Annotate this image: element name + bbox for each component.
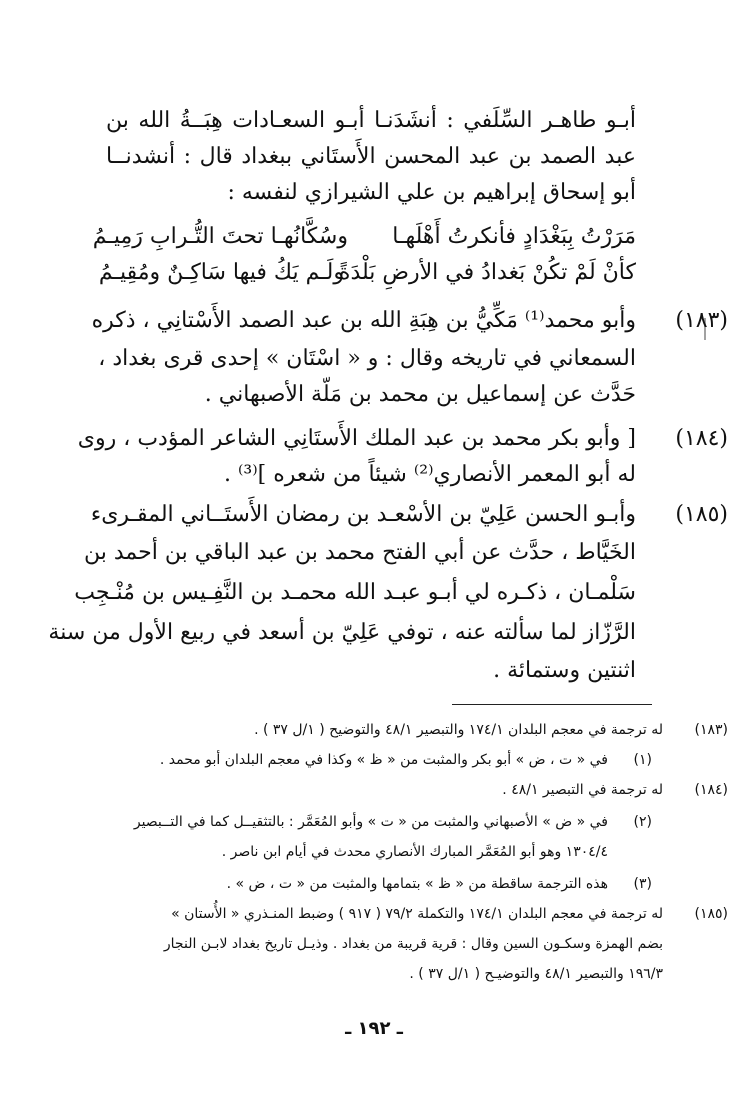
footnote-185-text-line-1: له ترجمة في معجم البلدان ١٧٤/١ والتكملة ٧٩/٢ ( ٩١٧ ) وضبط المنـذري « الأُستان » xyxy=(171,906,663,922)
entry-184-line-1: [ وأبو بكر محمد بن عبد الملك الأَستَانِي الشاعر المؤدب ، روى xyxy=(77,426,636,451)
entry-183-number: (١٨٣) xyxy=(675,308,728,333)
footnote-183-marker: (١٨٣) xyxy=(694,722,728,738)
footnote-2-text-line-2: ١٣٠٤/٤ وهو أبو المُعَمَّر المبارك الأنصاري محدث في أيام ابن ناصر . xyxy=(221,844,608,860)
verse-1-first-hemistich: مَرَرْتُ بِبَغْدَادٍ فأنكرتُ أَهْلَهـا xyxy=(392,224,636,249)
entry-185-line-4: الرَّزّاز لما سألته عنه ، توفي عَلِيّ بن أسعد في ربيع الأول من سنة xyxy=(48,620,636,645)
footnote-185-text-line-2: بضم الهمزة وسكـون السين وقال : قرية قريبة من بغداد . وذيـل تاريخ بغداد لابـن النجار xyxy=(163,936,663,952)
footnote-1-text: في « ت ، ض » أبو بكر والمثبت من « ظ » وكذا في معجم البلدان أبو محمد . xyxy=(159,752,608,768)
footnote-185-marker: (١٨٥) xyxy=(694,906,728,922)
verse-2-first-hemistich: كأنْ لَمْ تكُنْ بَغدادُ في الأرضِ بَلْدَةً xyxy=(338,260,636,285)
verse-1-second-hemistich: وسُكَّانُهـا تحتَ التُّـرابِ رَمِيـمُ xyxy=(92,224,348,249)
intro-line-1: أبـو طاهـر السِّلَفي : أنشَدَنـا أبـو السعـادات هِبَــةُ الله بن xyxy=(106,108,636,133)
intro-line-3: أبو إسحاق إبراهيم بن علي الشيرازي لنفسه : xyxy=(227,180,636,205)
entry-184-line-2: له أبو المعمر الأنصاري⁽²⁾ شيئاً من شعره ]⁽³⁾ . xyxy=(224,462,636,487)
footnote-2-marker: (٢) xyxy=(633,814,652,830)
footnote-1-marker: (١) xyxy=(633,752,652,768)
page-number: ـ ١٩٢ ـ xyxy=(345,1018,403,1039)
intro-line-2: عبد الصمد بن عبد المحسن الأَستَاني ببغداد قال : أنشدنــا xyxy=(106,144,636,169)
footnote-3-marker: (٣) xyxy=(633,876,652,892)
verse-2-second-hemistich: ولَـم يَكُ فيها سَاكِـنٌ ومُقِيـمُ xyxy=(98,260,344,285)
entry-184-number: (١٨٤) xyxy=(675,426,728,451)
entry-185-line-3: سَلْمـان ، ذكـره لي أبـو عبـد الله محمـد بن النَّفِـيس بن مُنْـجِب xyxy=(74,580,636,605)
footnote-185-text-line-3: ١٩٦/٣ والتبصير ٤٨/١ والتوضيـح ( ١/ل ٣٧ ) . xyxy=(409,966,663,982)
footnote-184-marker: (١٨٤) xyxy=(694,782,728,798)
entry-185-number: (١٨٥) xyxy=(675,502,728,527)
footnote-2-text-line-1: في « ض » الأصبهاني والمثبت من « ت » وأبو المُعَمَّر : بالتثقيــل كما في التــبصير xyxy=(133,814,608,830)
entry-183-line-1: وأبو محمد⁽¹⁾ مَكِّيُّ بن هِبَةِ الله بن عبد الصمد الأَسْتانِي ، ذكره xyxy=(91,308,636,333)
footnote-separator xyxy=(452,704,652,705)
footnote-3-text: هذه الترجمة ساقطة من « ظ » بتمامها والمثبت من « ت ، ض » . xyxy=(226,876,608,892)
entry-185-line-5: اثنتين وستمائة . xyxy=(493,658,636,683)
footnote-184-text: له ترجمة في التبصير ٤٨/١ . xyxy=(502,782,663,798)
entry-183-line-2: السمعاني في تاريخه وقال : و « اسْتَان » إحدى قرى بغداد ، xyxy=(98,346,636,371)
entry-185-line-1: وأبـو الحسن عَلِيّ بن الأسْعـد بن رمضان الأَستَــاني المقـرىء xyxy=(90,502,636,527)
entry-185-line-2: الخَيَّاط ، حدَّث عن أبي الفتح محمد بن عبد الباقي بن أحمد بن xyxy=(84,540,636,565)
footnote-183-text: له ترجمة في معجم البلدان ١٧٤/١ والتبصير ٤٨/١ والتوضيح ( ١/ل ٣٧ ) . xyxy=(254,722,663,738)
entry-183-line-3: حَدَّث عن إسماعيل بن محمد بن مَلّة الأصبهاني . xyxy=(204,382,636,407)
